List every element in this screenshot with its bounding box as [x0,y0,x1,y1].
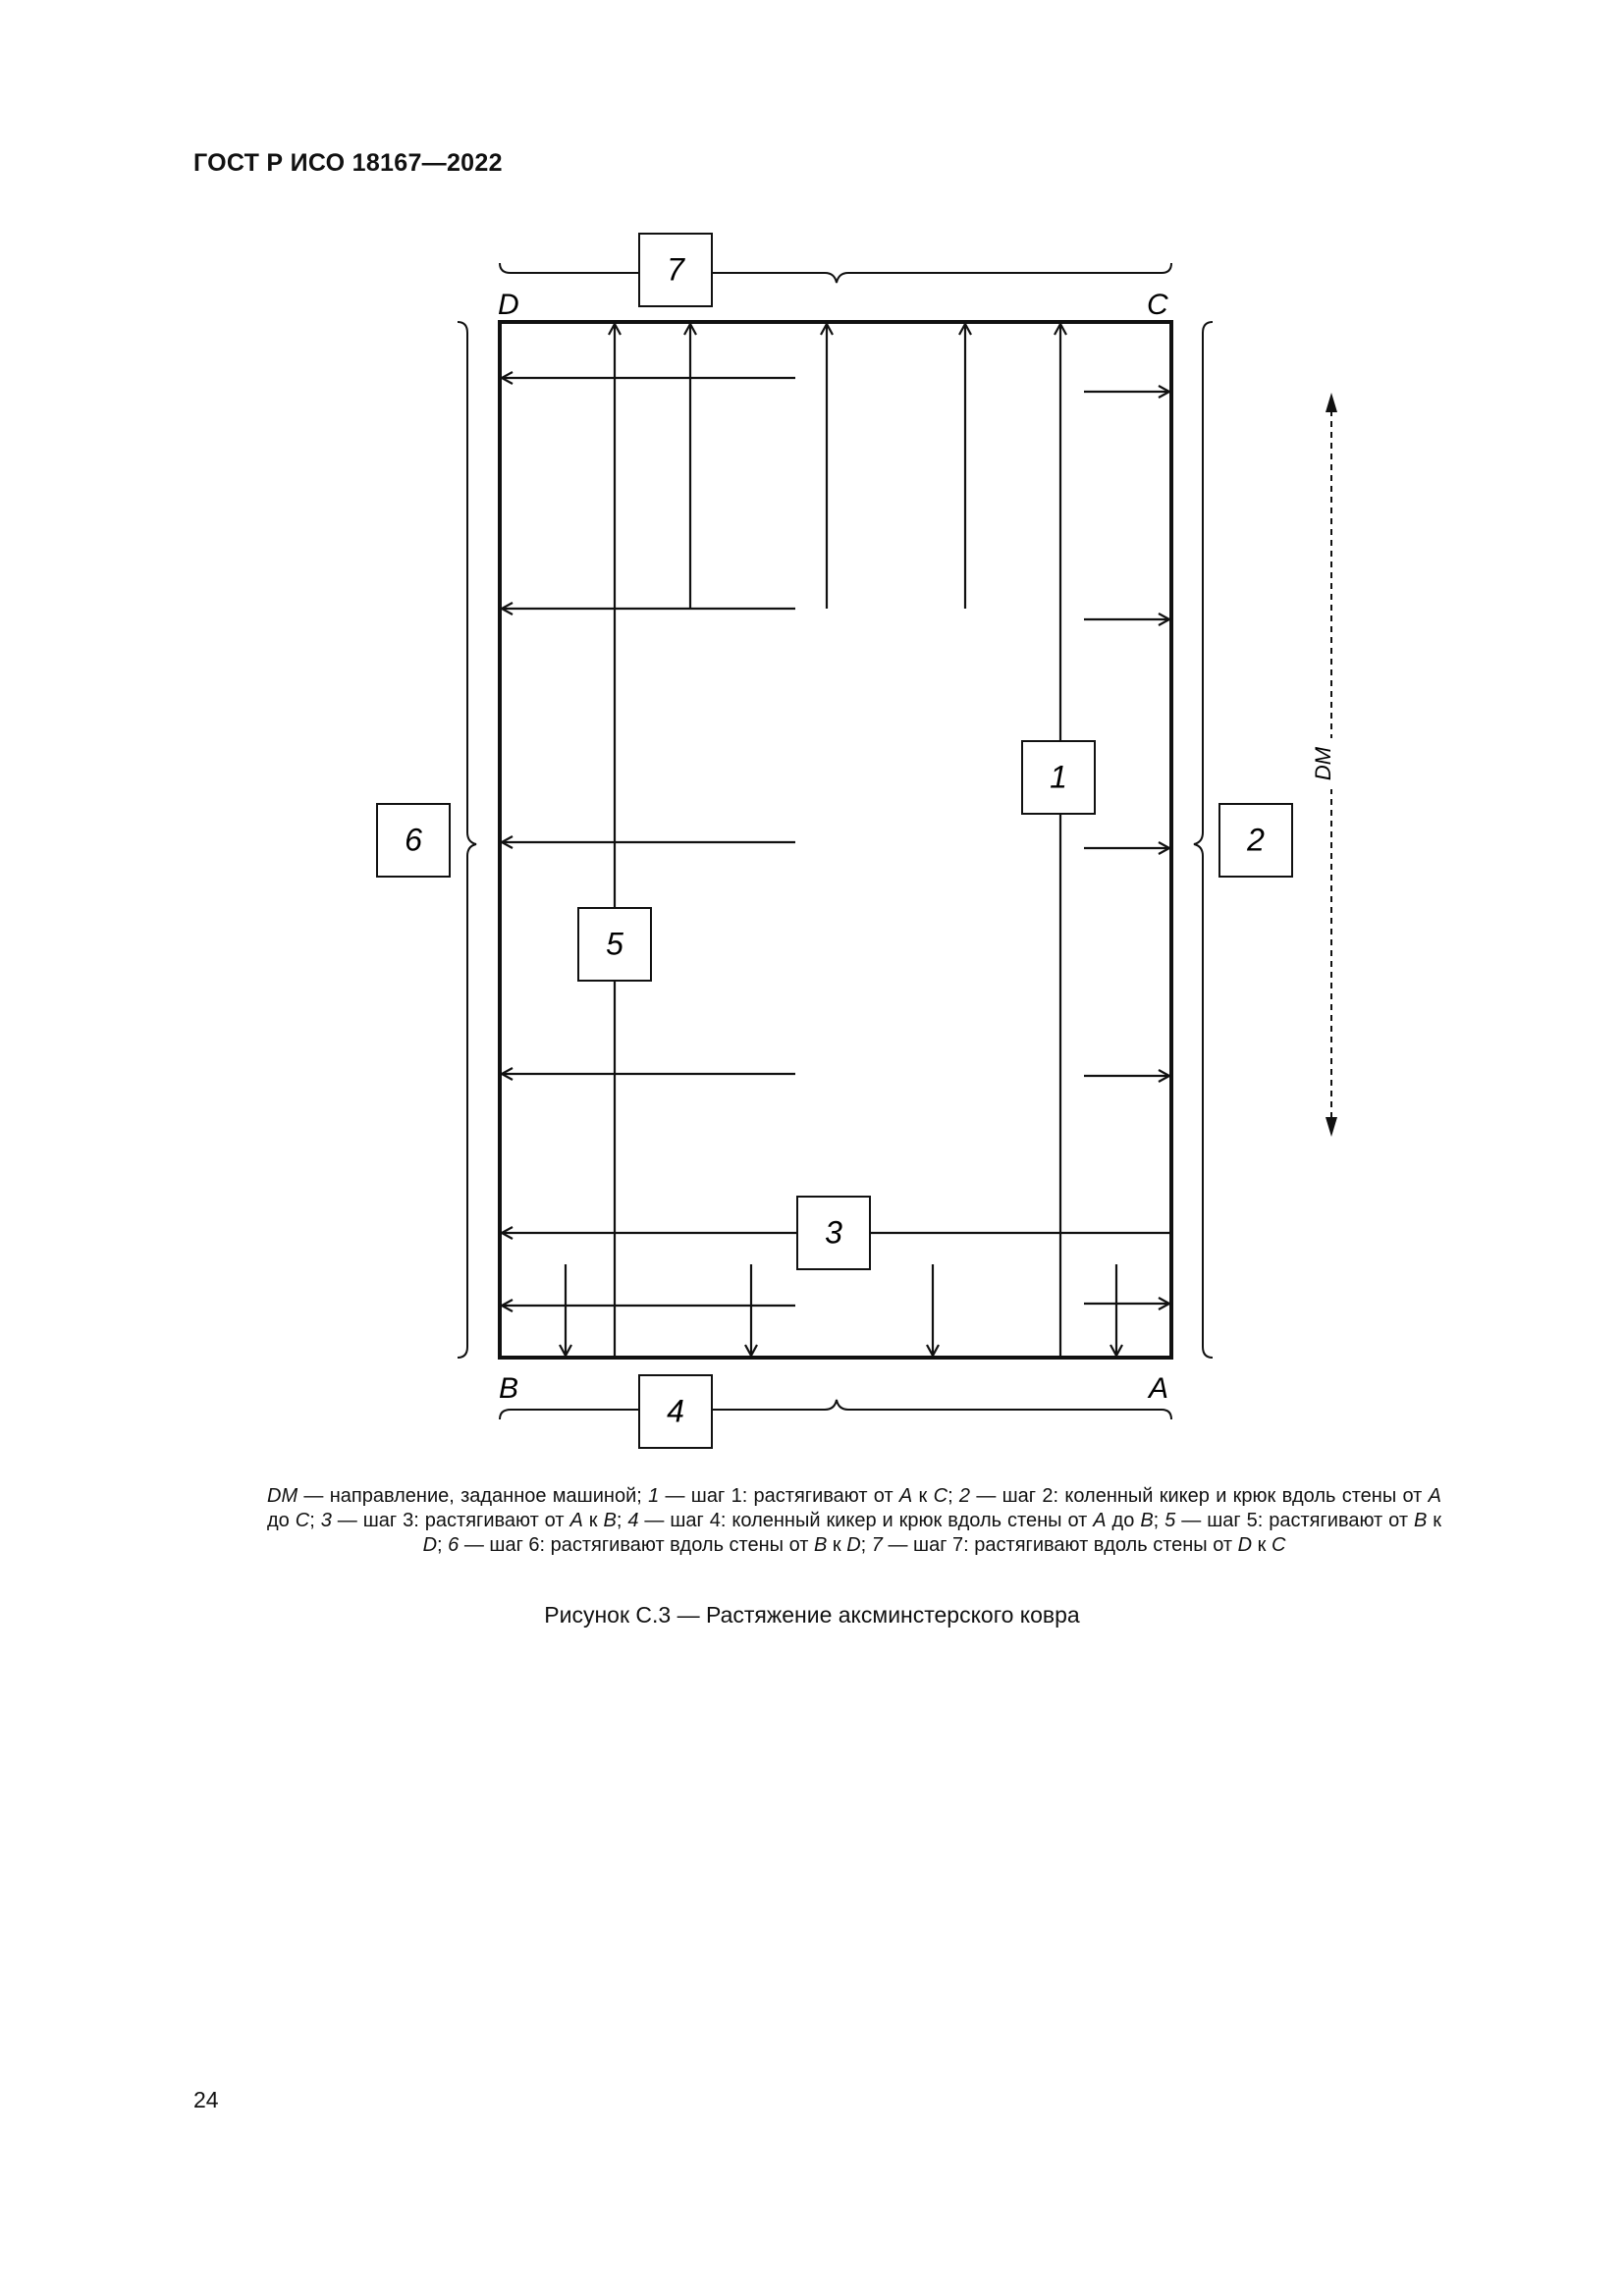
corner-label-a: A [1149,1372,1169,1405]
brace-top [500,263,1171,283]
svg-text:7: 7 [667,251,684,288]
brace-bottom [500,1400,1171,1419]
figure-caption: Рисунок С.3 — Растяжение аксминстерского ковра [544,1602,1080,1628]
legend-item-1: 1 — шаг 1: растягивают от A к C; [648,1485,959,1507]
step-box-6 [377,804,450,877]
legend-item-5: 5 — шаг 5: растягивают от B к D; [422,1510,1441,1556]
step-box-3 [797,1197,870,1269]
svg-text:6: 6 [405,822,422,858]
corner-label-b: B [499,1372,519,1405]
svg-text:4: 4 [667,1393,684,1429]
svg-text:5: 5 [606,926,623,962]
brace-right [1194,322,1213,1358]
brace-left [458,322,476,1358]
document-header: ГОСТ Р ИСО 18167—2022 [193,149,503,177]
page-number: 24 [193,2087,219,2112]
step-box-1 [1022,741,1095,814]
step-box-7 [639,234,712,306]
svg-text:2: 2 [1247,822,1265,858]
step-box-2 [1219,804,1292,877]
corner-label-c: C [1147,289,1168,321]
legend-item-2: 2 — шаг 2: коленный кикер и крюк вдоль стены от A до C; [267,1485,1441,1531]
legend-item-7: 7 — шаг 7: растягивают вдоль стены от D к C [871,1534,1286,1556]
corner-label-d: D [498,289,519,321]
step-box-5 [578,908,651,981]
legend-item-3: 3 — шаг 3: растягивают от A к B; [320,1510,628,1531]
svg-text:1: 1 [1050,759,1067,795]
legend-item-6: 6 — шаг 6: растягивают вдоль стены от B к D; [448,1534,872,1556]
svg-text:3: 3 [825,1214,842,1251]
dm-arrowhead-down [1326,1117,1337,1137]
step-box-4 [639,1375,712,1448]
legend-item-4: 4 — шаг 4: коленный кикер и крюк вдоль стены от A до B; [627,1510,1165,1531]
dm-label: DM [1310,746,1335,781]
dm-arrowhead-up [1326,393,1337,412]
figure-legend [267,1484,1441,1558]
legend-item-dm: DM — направление, заданное машиной; [267,1485,649,1507]
